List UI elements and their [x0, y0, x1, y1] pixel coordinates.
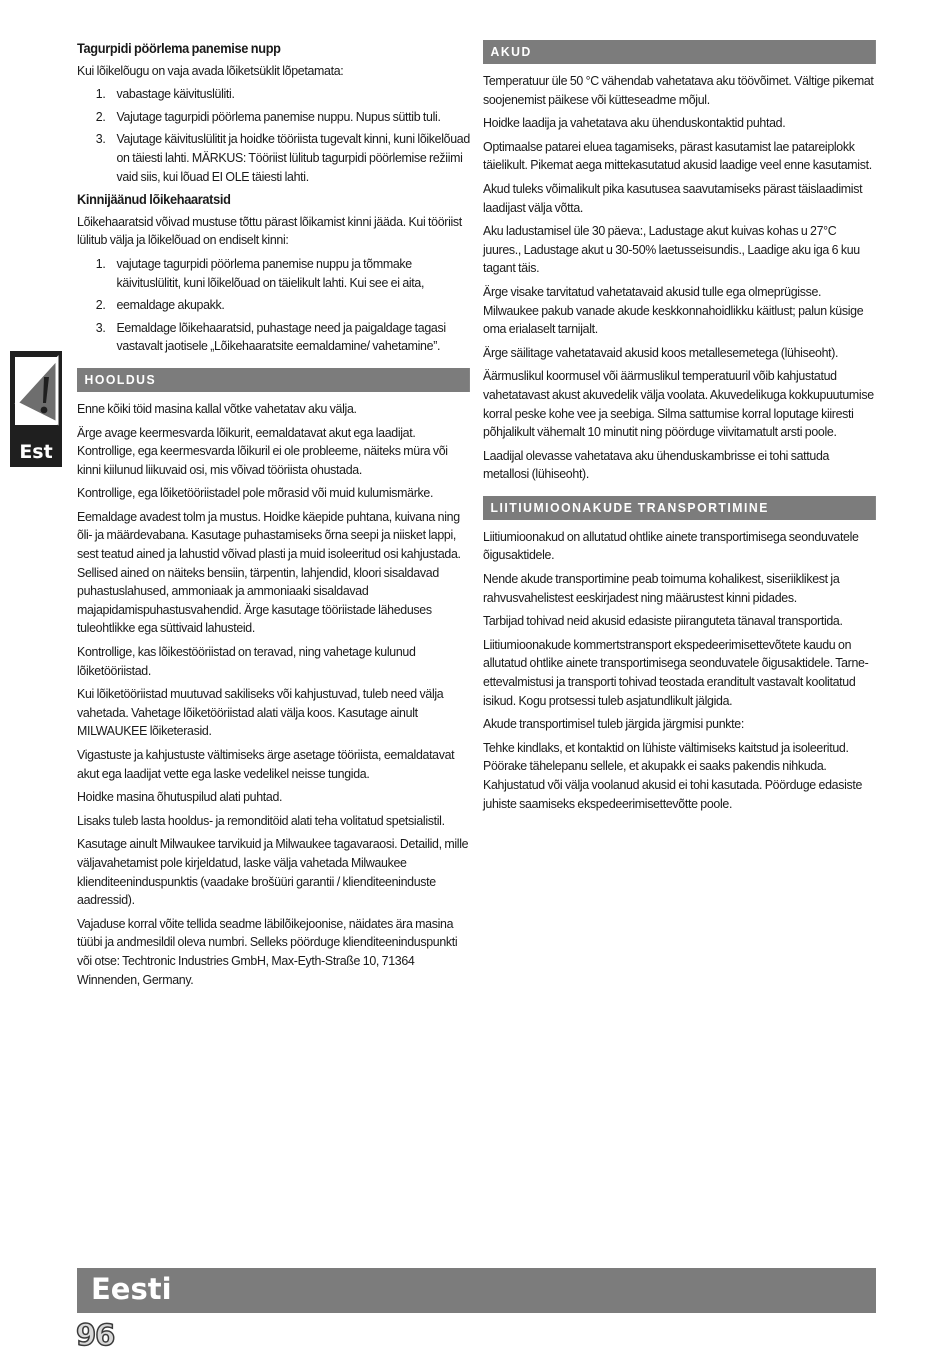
list-item	[77, 255, 470, 292]
paragraph: Kasutage ainult Milwaukee tarvikuid ja Milwaukee tagavaraosi. Detailid, mille väljavahetamist pole kirjeldatud, laske välja vahetada Milwaukee klienditeeninduspunktis (vaadake brošüüri garantii / klienditeeninduste aadressid).	[77, 836, 469, 908]
paragraph: Laadijal olevasse vahetatava aku ühenduskambrisse ei tohi sattuda metallosi (lühiseoht).	[483, 447, 830, 482]
paragraph: Temperatuur üle 50 °C vähendab vahetatava aku töövõimet. Vältige pikemat soojenemist päikese või kütteseadme mõjul.	[483, 73, 874, 107]
paragraph: Ärge visake tarvitatud vahetatavaid akusid tulle ega olmeprügisse. Milwaukee pakub vanade akude keskkonnahoidlikku käitlust; palun küsige oma erialaselt tarnijalt.	[483, 283, 864, 337]
paragraph: Kontrollige, ega lõiketööriistadel pole mõrasid või muid kulumismärke.	[77, 485, 434, 501]
list-text: Vajutage käivituslülitit ja hoidke tööriista tugevalt kinni, kuni lõikelõuad on täiesti lahti. MÄRKUS: Tööriist lülitub tagurpidi pöörlemise režiimi vaid siis, kui lõuad EI OLE täiesti lahti.	[116, 131, 470, 184]
page-number: 96	[76, 1318, 115, 1352]
paragraph: Enne kõiki töid masina kallal võtke vahetatav aku välja.	[77, 400, 357, 416]
stuck-jaws-heading: Kinnijäänud lõikehaaratsid	[77, 192, 231, 208]
list-number: 2.	[95, 297, 106, 313]
reverse-button-heading: Tagurpidi pöörlema panemise nupp	[77, 41, 281, 56]
language-side-tab	[10, 351, 62, 467]
list-text: vabastage käivituslüliti.	[116, 86, 235, 102]
stuck-steps	[77, 255, 470, 356]
paragraph: Akude transportimisel tuleb järgida järgmisi punkte:	[483, 716, 744, 732]
paragraph: Kui lõiketööriistad muutuvad sakiliseks või kahjustuvad, tuleb need välja vahetada. Vahetage lõiketööriistad alati välja koos. Kasutage ainult MILWAUKEE lõiketerasid.	[77, 686, 444, 739]
paragraph: Vigastuste ja kahjustuste vältimiseks ärge asetage tööriista, eemaldatavat akut ega laadijat vette ega laske vedelikel neisse tungida.	[77, 747, 455, 781]
paragraph: Liitiumioonakude kommertstransport ekspedeerimisettevõtete kaudu on allutatud ohtlike ainete transportimisega seonduvatele õigusaktidele. Tarne-ettevalmistusi ja transporti tohivad teostada eranditult vastavalt koolitatud isikud. Kogu protsessi tuleb asjatundlikult jälgida.	[483, 636, 869, 708]
list-text: eemaldage akupakk.	[116, 297, 225, 313]
paragraph: Ärge avage keermesvarda lõikurit, eemaldatavat akut ega laadijat. Kontrollige, ega keermesvarda lõikuril ei ole probleeme, näiteks müra või kinni kiilunud liikuvaid osi, mis võivad tööriista ohustada.	[77, 424, 448, 477]
paragraph: Akud tuleks võimalikult pika kasutusea saavutamiseks pärast täislaadimist laadijast välja võtta.	[483, 180, 863, 215]
paragraph: Liitiumioonakud on allutatud ohtlike ainete transportimisega seonduvatele õigusaktidele.	[483, 528, 859, 563]
paragraph: Aku ladustamisel üle 30 päeva:, Ladustage akut kuivas kohas u 27°C juures., Ladustage akut u 30-50% laetusseisundis., Laadige aku iga 6 kuu tagant täis.	[483, 223, 860, 276]
paragraph: Optimaalse patarei eluea tagamiseks, pärast kasutamist lae patareiplokk täielikult. Pikemat aega mittekasutatud akusid laadige veel enne kasutamist.	[483, 138, 872, 173]
reverse-steps	[77, 85, 470, 186]
list-item	[77, 108, 470, 127]
footer-language: Eesti	[91, 1272, 172, 1306]
language-code: Est	[19, 441, 53, 463]
reverse-intro: Kui lõikelõugu on vaja avada lõiketsüklit lõpetamata:	[77, 62, 344, 78]
paragraph: Lisaks tuleb lasta hooldus- ja remonditöid alati teha volitatud spetsialistil.	[77, 812, 445, 828]
left-column	[77, 40, 470, 994]
paragraph: Äärmuslikul koormusel või äärmuslikul temperatuuril võib kahjustatud vahetatavast akust akuvedelik välja voolata. Akuvedelikuga kokkupuutumise korral peske kohe vee ja seebiga. Silma sattumise korral loputage kiiresti põhjalikult vähemalt 10 minutit ning pöörduge viivitamatult arsti poole.	[483, 368, 874, 440]
footer-language-bar	[77, 1268, 876, 1313]
paragraph: Tehke kindlaks, et kontaktid on lühiste vältimiseks kaitstud ja isoleeritud. Pöörake tähelepanu sellele, et akupakk ei saaks pakendis nihkuda. Kahjustatud või välja voolanud akusid ei tohi kasutada. Pöörduge edasiste juhiste saamiseks ekspedeerimisettevõtte poole.	[483, 739, 863, 811]
paragraph: Kontrollige, kas lõikestööriistad on teravad, ning vahetage kulunud lõiketööriistad.	[77, 644, 416, 678]
paragraph: Vajaduse korral võite tellida seadme läbilõikejoonise, näidates ära masina tüübi ja andmesildil oleva numbri. Selleks pöörduge klienditeeninduspunkti või otse: Techtronic Industries GmbH, Max-Eyth-Straße 10, 71364 Winnenden, Germany.	[77, 915, 458, 987]
right-column	[483, 40, 876, 818]
list-number: 3.	[95, 319, 106, 335]
list-text: Vajutage tagurpidi pöörlema panemise nuppu. Nupus süttib tuli.	[116, 108, 441, 124]
paragraph: Hoidke masina õhutuspilud alati puhtad.	[77, 789, 283, 805]
list-item	[77, 296, 470, 315]
list-text: Eemaldage lõikehaaratsid, puhastage need ja paigaldage tagasi vastavalt jaotisele „Lõikehaaratsite eemaldamine/ vahetamine”.	[116, 319, 446, 354]
list-item	[77, 319, 470, 356]
batteries-section-bar: AKUD	[483, 40, 876, 64]
list-item	[77, 130, 470, 186]
list-number: 2.	[95, 108, 106, 124]
paragraph: Eemaldage avadest tolm ja mustus. Hoidke käepide puhtana, kuivana ning õli- ja määrdevabana. Kasutage puhastamiseks õrna seepi ja niisket lappi, sest teatud ained ja lahustid võivad plasti ja muid isoleeritud osi kahjustada. Sellised ained on näiteks bensiin, tärpentin, lahjendid, kloori sisaldavad puhastuslahused, ammoniaak ja ammoniaaki sisaldavad majapidamispuhastusvahendid. Ärge kasutage tööriistade läheduses tuleohtlikke ega süttivaid lahusteid.	[77, 508, 461, 636]
stuck-intro: Lõikehaaratsid võivad mustuse tõttu pärast lõikamist kinni jääda. Kui tööriist lülitub välja ja lõikelõuad on endiselt kinni:	[77, 213, 462, 248]
paragraph: Ärge säilitage vahetatavaid akusid koos metallesemetega (lühiseoht).	[483, 344, 839, 360]
paragraph: Hoidke laadija ja vahetatava aku ühenduskontaktid puhtad.	[483, 115, 786, 131]
list-number: 3.	[95, 131, 106, 147]
paragraph: Nende akude transportimine peab toimuma kohalikest, siseriiklikest ja rahvusvahelistest eeskirjadest ning määrustest kinni pidades.	[483, 571, 840, 605]
paragraph: Tarbijad tohivad neid akusid edasiste piiranguteta tänaval transportida.	[483, 613, 843, 629]
maintenance-section-bar: HOOLDUS	[77, 368, 470, 392]
list-item	[77, 85, 470, 104]
list-number: 1.	[95, 255, 106, 271]
transport-section-bar: LIITIUMIOONAKUDE TRANSPORTIMINE	[483, 496, 876, 520]
warning-triangle-icon	[13, 355, 59, 427]
list-number: 1.	[95, 86, 106, 102]
list-text: vajutage tagurpidi pöörlema panemise nuppu ja tõmmake käivituslülitit, kuni lõikelõuad on täielikult lahti. Kui see ei aita,	[116, 255, 425, 290]
